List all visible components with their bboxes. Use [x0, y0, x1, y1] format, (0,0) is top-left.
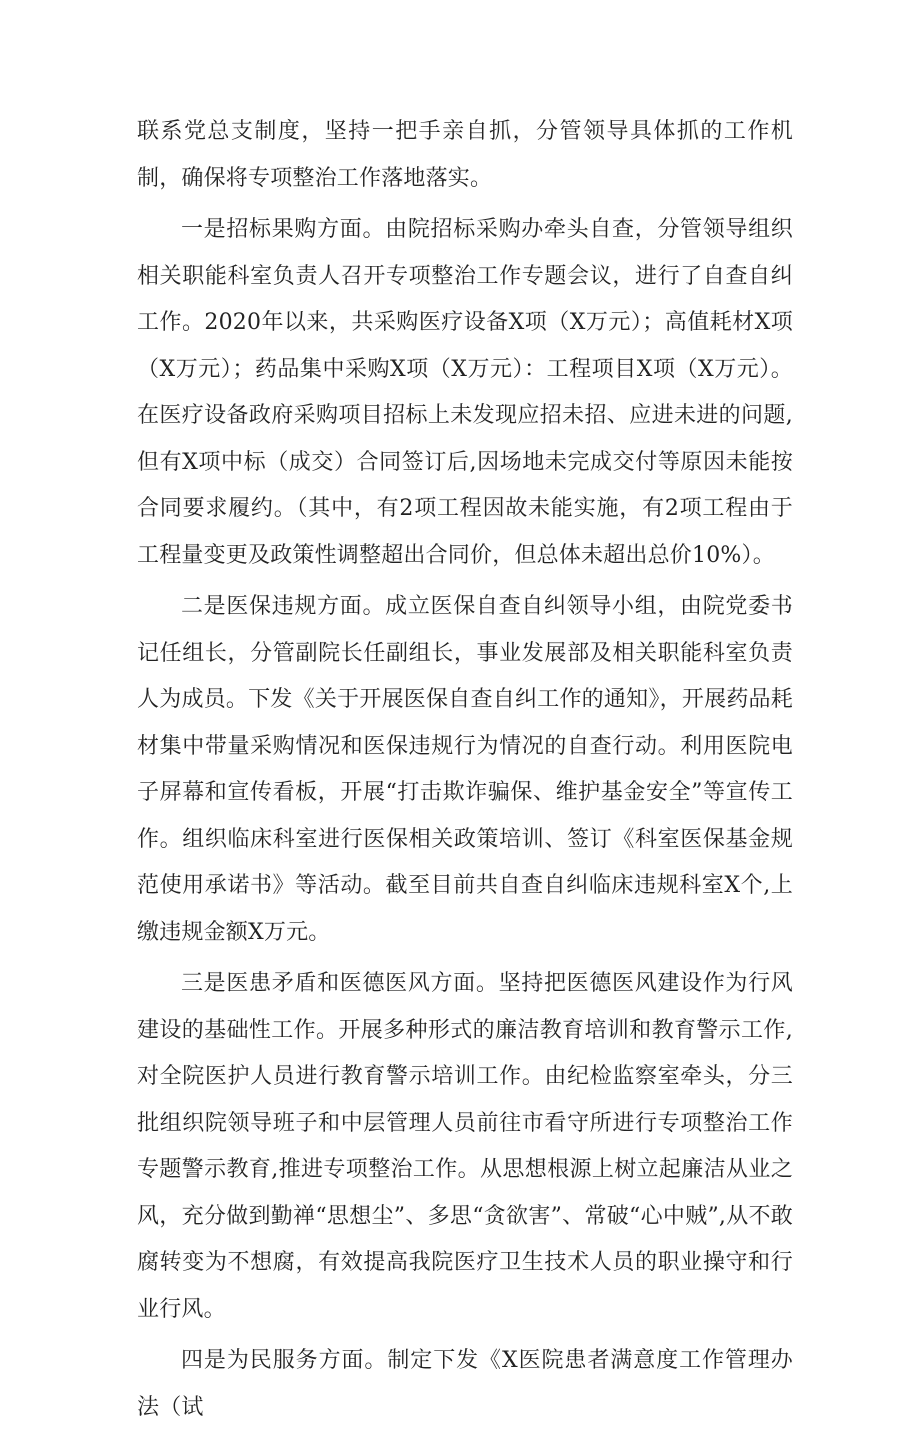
paragraph-bidding-procurement: 一是招标果购方面。由院招标采购办牵头自查，分管领导组织相关职能科室负责人召开专项整治工作专题会议，进行了自查自纠工作。2020年以来，共采购医疗设备X项（X万元）；高值耗材X项（X万元）；药品集中采购X项（X万元）：工程项目X项（X万元）。在医疗设备政府采购项目招标上未发现应招未招、应进未进的问题,但有X项中标（成交）合同签订后,因场地未完成交付等原因未能按合同要求履约。（其中，有2项工程因故未能实施，有2项工程由于工程量变更及政策性调整超出合同价，但总体未超出总价10%）。	[137, 217, 793, 568]
paragraph-public-service: 四是为民服务方面。制定下发《X医院患者满意度工作管理办法（试	[137, 1348, 793, 1420]
document-body	[137, 109, 793, 1436]
paragraph-continuation: 联系党总支制度，坚持一把手亲自抓，分管领导具体抓的工作机制，确保将专项整治工作落地落实。	[137, 119, 793, 191]
paragraph-medical-ethics: 三是医患矛盾和医德医风方面。坚持把医德医风建设作为行风建设的基础性工作。开展多种形式的廉洁教育培训和教育警示工作,对全院医护人员进行教育警示培训工作。由纪检监察室牵头，分三批组织院领导班子和中层管理人员前往市看守所进行专项整治工作专题警示教育,推进专项整治工作。从思想根源上树立起廉洁从业之风，充分做到勤禅“思想尘”、多思“贪欲害”、常破“心中贼”,从不敢腐转变为不想腐，有效提高我院医疗卫生技术人员的职业操守和行业行风。	[137, 971, 793, 1322]
paragraph-medical-insurance: 二是医保违规方面。成立医保自查自纠领导小组，由院党委书记任组长，分管副院长任副组长，事业发展部及相关职能科室负责人为成员。下发《关于开展医保自查自纠工作的通知》，开展药品耗材集中带量采购情况和医保违规行为情况的自查行动。利用医院电子屏幕和宣传看板，开展“打击欺诈骗保、维护基金安全”等宣传工作。组织临床科室进行医保相关政策培训、签订《科室医保基金规范使用承诺书》等活动。截至目前共自查自纠临床违规科室X个,上缴违规金额X万元。	[137, 594, 793, 945]
